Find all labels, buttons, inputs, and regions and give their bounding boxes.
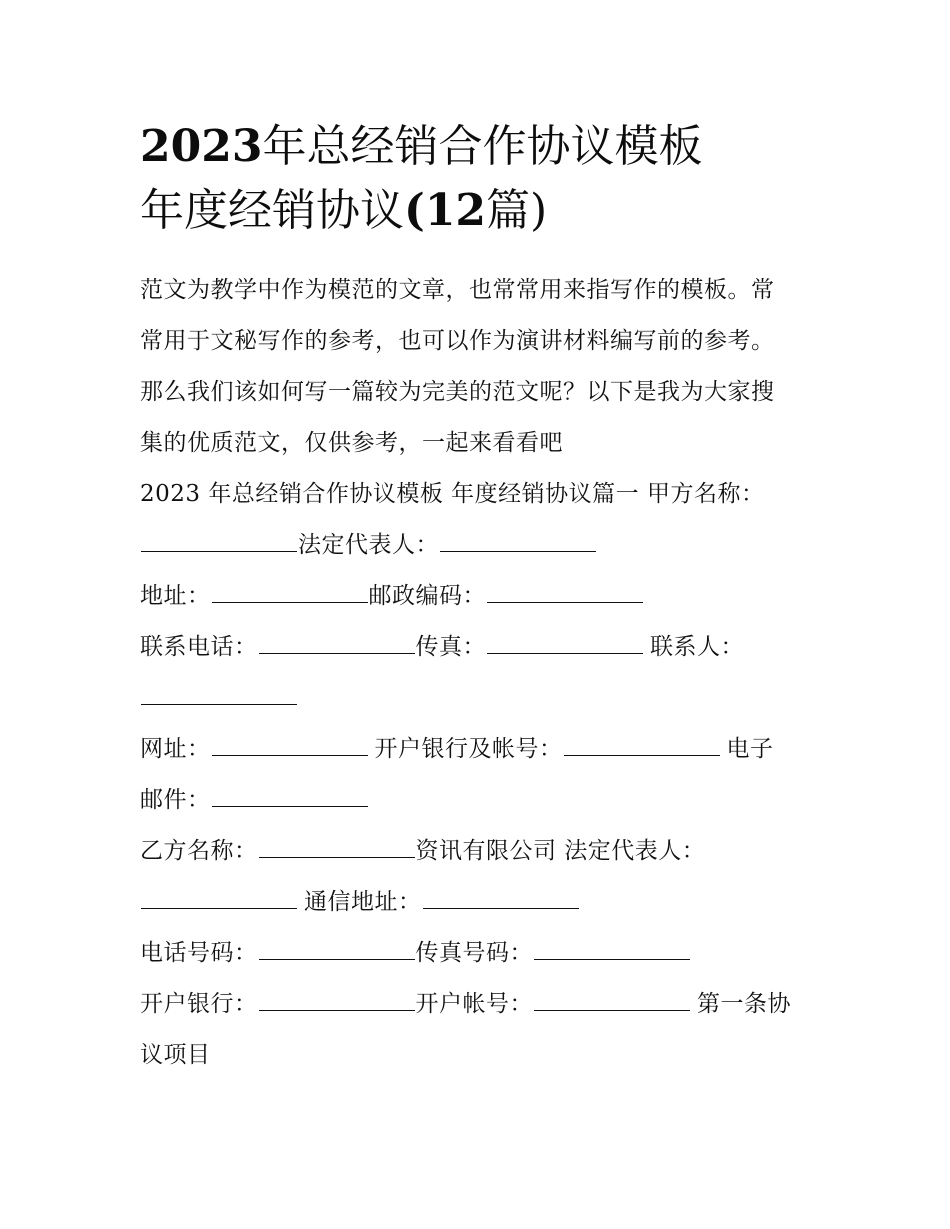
field-label: 传真号码： — [415, 940, 533, 966]
form-line — [140, 979, 820, 1030]
document-body — [140, 265, 820, 1081]
form-line — [140, 724, 820, 775]
form-line — [140, 775, 820, 826]
field-label: 法定代表人： — [298, 532, 439, 558]
title-line-1 — [140, 115, 820, 179]
blank-field — [141, 531, 297, 552]
form-line — [140, 520, 820, 571]
title-line-2 — [140, 179, 820, 243]
field-label: 电子 — [726, 736, 774, 762]
form-line — [140, 673, 820, 724]
blank-field — [212, 786, 368, 807]
form-line — [140, 622, 820, 673]
field-label: 网址： — [140, 736, 211, 762]
blank-field — [259, 633, 415, 654]
form-line — [140, 928, 820, 979]
blank-field — [440, 531, 596, 552]
field-label: 联系电话： — [140, 634, 258, 660]
field-label: 开户帐号： — [415, 991, 533, 1017]
document-page — [140, 115, 820, 1081]
blank-field — [141, 888, 297, 909]
field-label: 议项目 — [140, 1042, 211, 1068]
field-label: 传真： — [415, 634, 486, 660]
intro-line: 集的优质范文，仅供参考，一起来看看吧 — [140, 430, 563, 456]
blank-field — [487, 582, 643, 603]
field-label: 电话号码： — [140, 940, 258, 966]
field-label: 联系人： — [650, 634, 744, 660]
title-year: 2023 — [140, 121, 263, 172]
blank-field — [534, 939, 690, 960]
blank-field — [259, 837, 415, 858]
field-label: 开户银行： — [140, 991, 258, 1017]
title-text-3: 篇) — [486, 185, 548, 236]
blank-field — [423, 888, 579, 909]
intro-line: 那么我们该如何写一篇较为完美的范文呢？以下是我为大家搜 — [140, 379, 775, 405]
document-title — [140, 115, 820, 243]
field-label: 邮政编码： — [368, 583, 486, 609]
field-label: 第一条协 — [697, 991, 791, 1017]
intro-line: 范文为教学中作为模范的文章，也常常用来指写作的模板。常 — [140, 277, 775, 303]
blank-field — [259, 990, 415, 1011]
title-text-1: 年总经销合作协议模板 — [262, 121, 703, 172]
blank-field — [141, 684, 297, 705]
blank-field — [487, 633, 643, 654]
field-label: 资讯有限公司 法定代表人： — [415, 838, 706, 864]
blank-field — [564, 735, 720, 756]
field-label: 邮件： — [140, 787, 211, 813]
form-line — [140, 826, 820, 877]
field-label: 地址： — [140, 583, 211, 609]
field-label: 开户银行及帐号： — [374, 736, 563, 762]
form-line — [140, 571, 820, 622]
blank-field — [259, 939, 415, 960]
title-count: (12 — [404, 185, 487, 236]
form-line — [140, 1030, 820, 1081]
field-label: 通信地址： — [304, 889, 422, 915]
intro-line: 常用于文秘写作的参考，也可以作为演讲材料编写前的参考。 — [140, 328, 775, 354]
section-heading: 2023 年总经销合作协议模板 年度经销协议篇一 甲方名称： — [140, 481, 765, 507]
blank-field — [534, 990, 690, 1011]
blank-field — [212, 582, 368, 603]
title-text-2: 年度经销协议 — [140, 185, 404, 236]
field-label: 乙方名称： — [140, 838, 258, 864]
blank-field — [212, 735, 368, 756]
form-line — [140, 877, 820, 928]
